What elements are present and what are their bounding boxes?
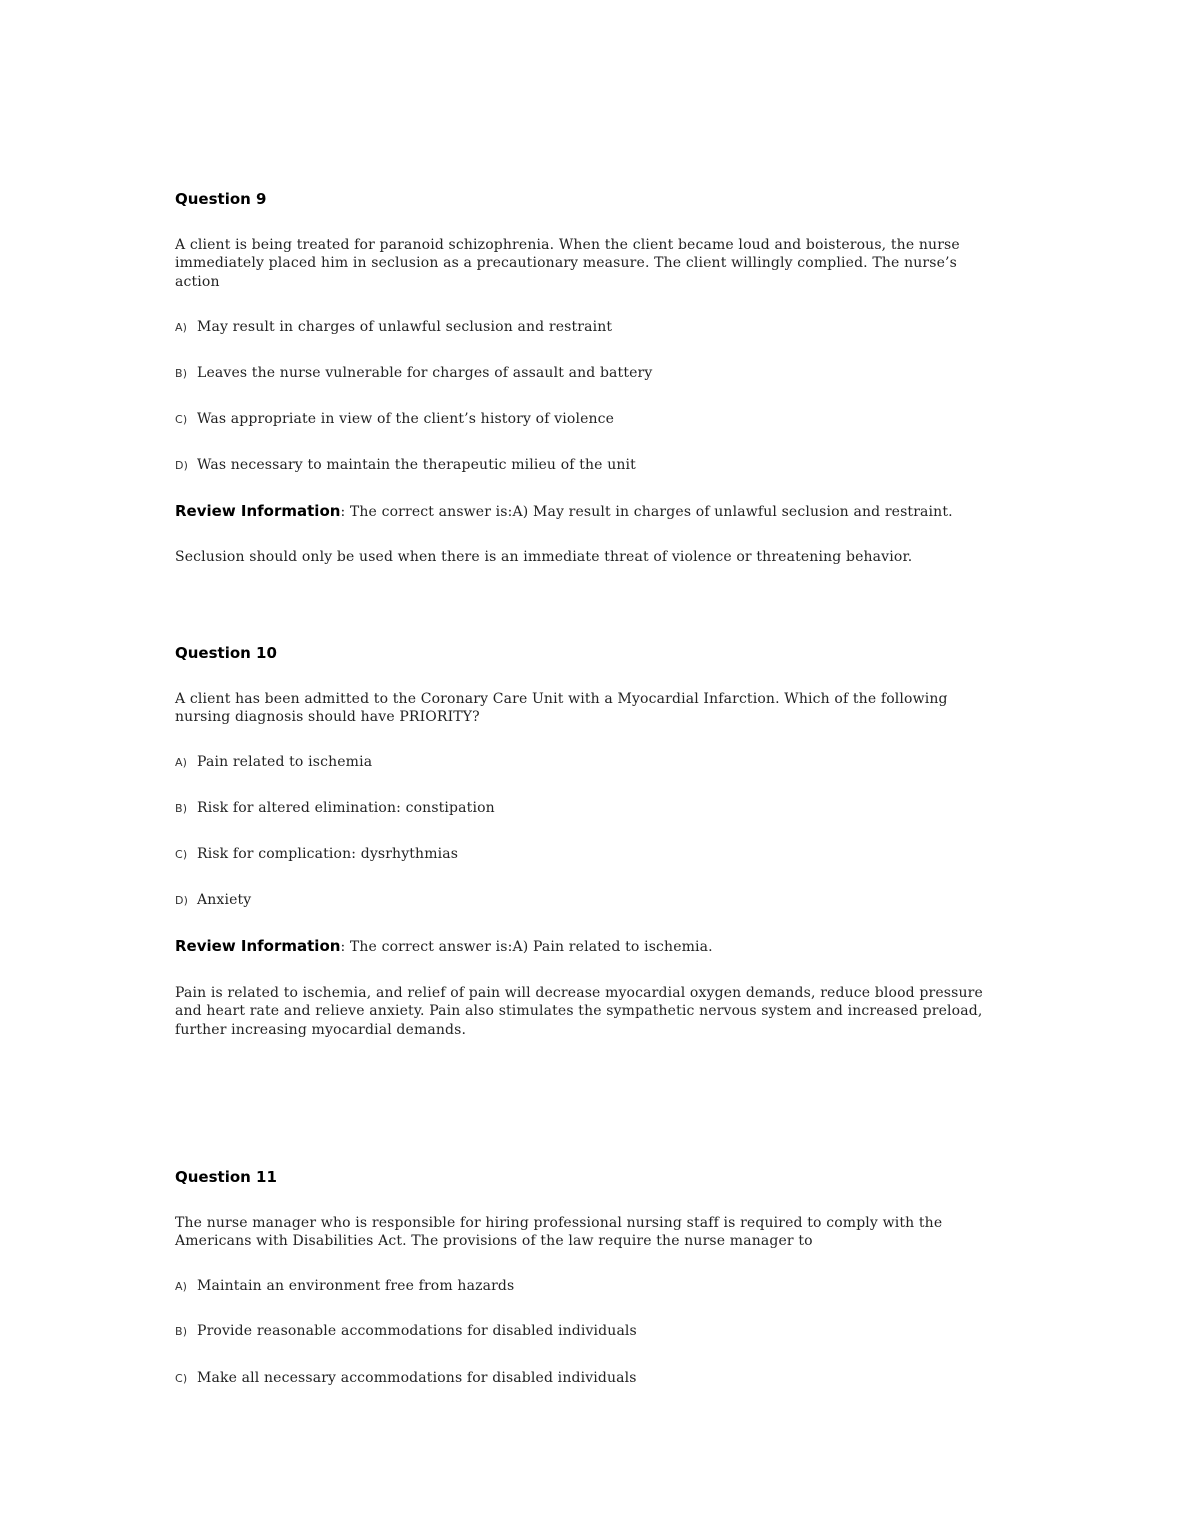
- option-text: Make all necessary accommodations for disabled individuals: [197, 1370, 637, 1386]
- question-9-review: [175, 502, 953, 520]
- option-letter: C): [175, 413, 188, 426]
- option-text: Pain related to ischemia: [197, 754, 373, 770]
- review-answer: : The correct answer is:A) Pain related to ischemia.: [340, 939, 713, 955]
- option-text: Risk for complication: dysrhythmias: [197, 846, 459, 862]
- option-text: Maintain an environment free from hazards: [197, 1278, 515, 1294]
- option-letter: A): [175, 756, 188, 769]
- question-10-stem: A client has been admitted to the Coronary Care Unit with a Myocardial Infarction. Which of the following nursing diagnosis should have PRIORITY?: [175, 691, 948, 726]
- question-9-option-a: [175, 319, 612, 335]
- question-10-option-c: [175, 846, 458, 862]
- option-text: Leaves the nurse vulnerable for charges of assault and battery: [197, 365, 653, 381]
- option-letter: D): [175, 894, 189, 907]
- question-9-option-d: [175, 457, 636, 473]
- review-label: Review Information: [175, 937, 341, 955]
- option-letter: B): [175, 367, 188, 380]
- option-letter: A): [175, 1280, 188, 1293]
- question-10-option-d: [175, 892, 251, 908]
- option-letter: B): [175, 1325, 188, 1338]
- option-text: Provide reasonable accommodations for disabled individuals: [197, 1323, 637, 1339]
- option-letter: D): [175, 459, 189, 472]
- option-text: May result in charges of unlawful seclusion and restraint: [197, 319, 613, 335]
- question-11-title: Question 11: [175, 1168, 277, 1186]
- option-letter: B): [175, 802, 188, 815]
- question-11-option-a: [175, 1278, 514, 1294]
- question-9-option-b: [175, 365, 652, 381]
- question-11-stem: The nurse manager who is responsible for hiring professional nursing staff is required to comply with the Americans with Disabilities Act. The provisions of the law require the nurse manager to: [175, 1215, 943, 1250]
- question-10-rationale: Pain is related to ischemia, and relief of pain will decrease myocardial oxygen demands, reduce blood pressure and heart rate and relieve anxiety. Pain also stimulates the sympathetic nervous system and increased preload, further increasing myocardial demands.: [175, 985, 983, 1038]
- option-text: Was necessary to maintain the therapeutic milieu of the unit: [197, 457, 636, 473]
- option-letter: A): [175, 321, 188, 334]
- review-answer: : The correct answer is:A) May result in charges of unlawful seclusion and restraint.: [340, 504, 953, 520]
- option-text: Was appropriate in view of the client’s history of violence: [197, 411, 615, 427]
- question-10-review: [175, 937, 713, 955]
- question-9-rationale: Seclusion should only be used when there is an immediate threat of violence or threatening behavior.: [175, 549, 913, 565]
- question-9-stem: A client is being treated for paranoid schizophrenia. When the client became loud and boisterous, the nurse immediately placed him in seclusion as a precautionary measure. The client willingly complied. The nurse’s action: [175, 237, 960, 290]
- review-label: Review Information: [175, 502, 341, 520]
- question-10-title: Question 10: [175, 644, 277, 662]
- question-10-option-b: [175, 800, 495, 816]
- option-text: Anxiety: [197, 892, 252, 908]
- question-11-option-b: [175, 1323, 637, 1339]
- question-9-option-c: [175, 411, 614, 427]
- option-letter: C): [175, 1372, 188, 1385]
- option-text: Risk for altered elimination: constipation: [197, 800, 495, 816]
- option-letter: C): [175, 848, 188, 861]
- question-9-title: Question 9: [175, 190, 267, 208]
- question-10-option-a: [175, 754, 372, 770]
- question-11-option-c: [175, 1370, 637, 1386]
